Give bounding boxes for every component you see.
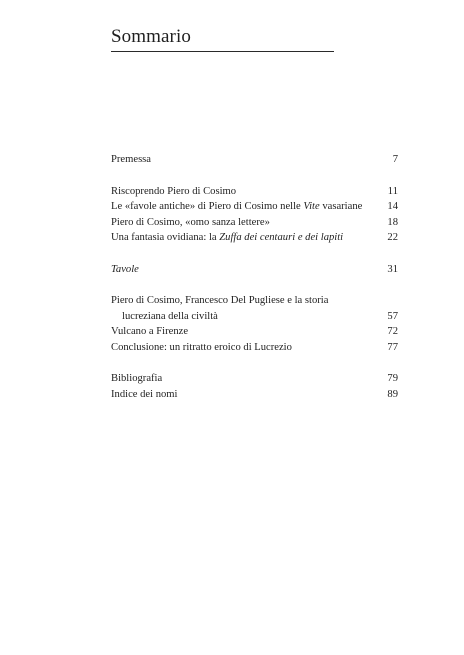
toc-entry-title-part: Le «favole antiche» di Piero di Cosimo nelle [111,201,304,212]
toc-entry-premessa[interactable] [111,152,398,168]
toc-entry-title-part: vasariane [319,201,363,212]
table-of-contents [111,152,398,402]
toc-entry-favole[interactable] [111,199,398,215]
toc-entry-title-line2: lucreziana della civiltà [122,310,218,322]
toc-entry-title-italic: Vite [303,201,320,212]
toc-entry-bibliografia[interactable] [111,371,398,387]
toc-entry-indice[interactable] [111,387,398,403]
toc-entry-page: 79 [387,373,398,384]
toc-entry-page: 11 [387,185,398,197]
toc-entry-title: Tavole [111,263,139,275]
toc-entry-omo[interactable] [111,215,398,231]
toc-entry-title: Conclusione: un ritratto eroico di Lucrezio [111,341,292,353]
toc-entry-page: 57 [387,310,398,322]
toc-entry-title: Piero di Cosimo, «omo sanza lettere» [111,216,270,228]
toc-entry-page: 14 [387,201,398,212]
toc-heading [111,26,334,52]
toc-entry-riscoprendo[interactable] [111,184,398,200]
toc-entry-title: Vulcano a Firenze [111,326,189,337]
toc-entry-page: 31 [387,263,398,275]
toc-entry-title: Indice dei nomi [111,388,178,400]
toc-entry-page: 77 [387,341,398,353]
toc-entry-title: Bibliografia [111,373,163,384]
spacer [111,246,398,262]
toc-entry-title [111,230,387,246]
toc-entry-title [111,293,387,324]
spacer [111,277,398,293]
spacer [111,355,398,371]
toc-entry-pugliese[interactable] [111,293,398,324]
page-title: Sommario [111,26,191,47]
toc-entry-page: 72 [387,326,398,337]
toc-entry-page: 22 [387,232,398,243]
toc-entry-page: 89 [387,388,398,400]
toc-entry-page: 7 [392,154,398,165]
toc-entry-title-part: Una fantasia ovidiana: la [111,232,220,243]
toc-entry-page: 18 [387,216,398,228]
toc-entry-title: Riscoprendo Piero di Cosimo [111,185,237,197]
toc-entry-title-line1: Piero di Cosimo, Francesco Del Pugliese e la storia [111,295,329,306]
toc-entry-conclusione[interactable] [111,340,398,356]
toc-entry-title [111,199,387,215]
toc-entry-vulcano[interactable] [111,324,398,340]
spacer [111,168,398,184]
toc-entry-title-italic: Zuffa dei centauri e dei lapiti [219,232,344,243]
toc-entry-tavole[interactable] [111,262,398,278]
toc-entry-title: Premessa [111,154,152,165]
toc-entry-fantasia[interactable] [111,230,398,246]
